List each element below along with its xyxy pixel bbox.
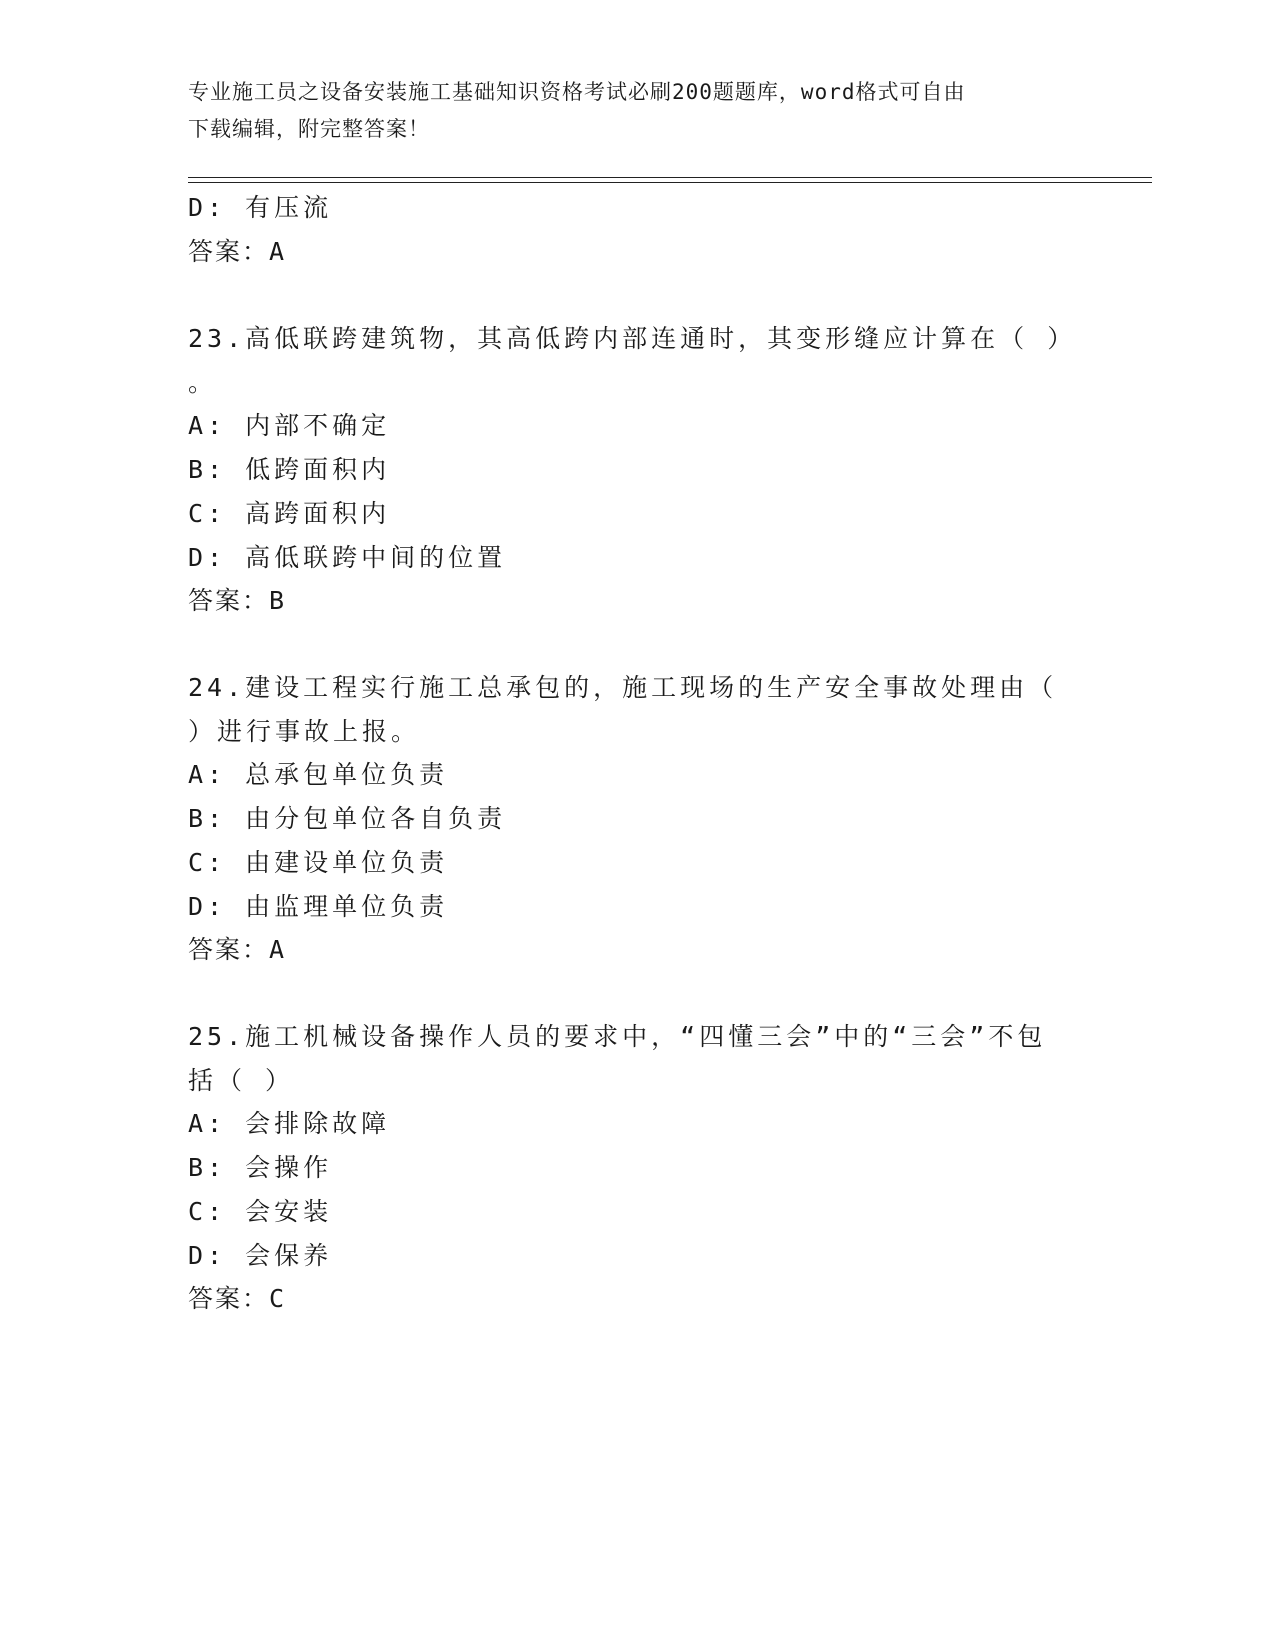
question-25-answer (188, 1276, 286, 1322)
question-25-option-b: B: 会操作 (188, 1153, 333, 1182)
answer-value: B (269, 586, 287, 615)
prev-answer (188, 229, 286, 275)
answer-label: 答案： (188, 586, 270, 615)
question-23-option-c: C: 高跨面积内 (188, 499, 391, 528)
question-24-text-cont: ）进行事故上报。 (188, 717, 421, 746)
answer-value: C (269, 1284, 287, 1313)
question-25-option-a: A: 会排除故障 (188, 1109, 391, 1138)
question-24-option-d: D: 由监理单位负责 (188, 892, 449, 921)
question-25-option-c: C: 会安装 (188, 1197, 333, 1226)
question-23-text-cont: 。 (188, 368, 218, 397)
document-header (188, 74, 1088, 148)
question-23-answer (188, 578, 286, 624)
question-24-text: 24.建设工程实行施工总承包的，施工现场的生产安全事故处理由（ (188, 673, 1058, 702)
answer-value: A (269, 237, 287, 266)
question-23-option-d: D: 高低联跨中间的位置 (188, 543, 507, 572)
question-25-text: 25.施工机械设备操作人员的要求中，“四懂三会”中的“三会”不包 (188, 1022, 1047, 1051)
prev-option-d: D: 有压流 (188, 193, 333, 222)
question-24-option-a: A: 总承包单位负责 (188, 760, 449, 789)
header-line-2: 下载编辑，附完整答案！ (188, 117, 430, 141)
answer-label: 答案： (188, 1284, 270, 1313)
question-24-option-c: C: 由建设单位负责 (188, 848, 449, 877)
question-25-text-cont: 括（ ） (188, 1066, 295, 1095)
answer-label: 答案： (188, 237, 270, 266)
question-23-option-a: A: 内部不确定 (188, 411, 391, 440)
header-line-1: 专业施工员之设备安装施工基础知识资格考试必刷200题题库，word格式可自由 (188, 80, 966, 104)
question-24-answer (188, 927, 286, 973)
question-23-option-b: B: 低跨面积内 (188, 455, 391, 484)
answer-value: A (269, 935, 287, 964)
question-24-option-b: B: 由分包单位各自负责 (188, 804, 507, 833)
question-23-text: 23.高低联跨建筑物，其高低跨内部连通时，其变形缝应计算在（ ） (188, 324, 1077, 353)
header-divider-bottom (188, 182, 1152, 183)
answer-label: 答案： (188, 935, 270, 964)
question-25-option-d: D: 会保养 (188, 1241, 333, 1270)
header-divider-top (188, 177, 1152, 178)
